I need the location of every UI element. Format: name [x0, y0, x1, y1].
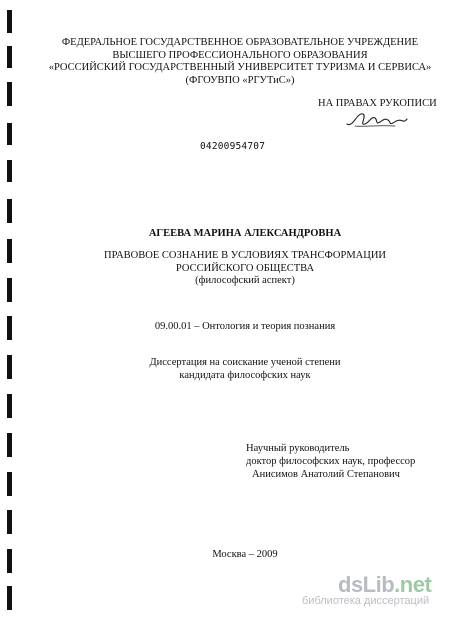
title-line: ПРАВОВОЕ СОЗНАНИЕ В УСЛОВИЯХ ТРАНСФОРМАЦИИ: [104, 250, 386, 261]
binding-mark: [7, 278, 12, 302]
dissertation-title: [60, 250, 430, 288]
title-line: РОССИЙСКОГО ОБЩЕСТВА: [175, 262, 315, 274]
degree-statement: [60, 357, 430, 382]
header-line: «РОССИЙСКИЙ ГОСУДАРСТВЕННЫЙ УНИВЕРСИТЕТ ТУРИЗМА И СЕРВИСА»: [48, 62, 432, 73]
binding-mark: [7, 355, 12, 379]
degree-line: Диссертация на соискание ученой степени: [149, 357, 341, 368]
supervisor-credentials: доктор философских наук, профессор: [246, 456, 416, 467]
binding-mark: [7, 123, 12, 145]
binding-mark: [7, 433, 12, 457]
binding-mark: [7, 586, 12, 610]
degree-line: кандидата философских наук: [179, 369, 311, 381]
binding-mark: [7, 46, 12, 68]
supervisor-role: Научный руководитель: [246, 443, 350, 454]
binding-mark: [7, 160, 12, 182]
binding-mark: [7, 394, 12, 418]
city-year: Москва – 2009: [212, 549, 278, 560]
binding-mark: [7, 472, 12, 496]
title-subtitle: (философский аспект): [195, 275, 295, 286]
scientific-supervisor: [246, 442, 415, 481]
binding-mark: [7, 10, 12, 33]
binding-mark: [7, 549, 12, 573]
supervisor-name: Анисимов Анатолий Степанович: [252, 469, 400, 480]
header-line: ВЫСШЕГО ПРОФЕССИОНАЛЬНОГО ОБРАЗОВАНИЯ: [112, 49, 368, 61]
watermark-logo-part: .net: [394, 572, 432, 597]
handwritten-signature: [345, 106, 409, 130]
header-line: ФЕДЕРАЛЬНОЕ ГОСУДАРСТВЕННОЕ ОБРАЗОВАТЕЛЬНОЕ УЧРЕЖДЕНИЕ: [61, 37, 419, 48]
binding-mark: [7, 316, 12, 340]
binding-mark: [7, 510, 12, 534]
watermark-logo-part: dsLib: [338, 572, 395, 597]
binding-marks: [7, 10, 15, 610]
binding-mark: [7, 199, 12, 223]
institution-header: [40, 37, 440, 87]
document-number: 04200954707: [200, 141, 266, 152]
binding-mark: [7, 82, 12, 106]
binding-mark: [7, 239, 12, 263]
header-line: (ФГОУВПО «РГУТиС»): [185, 74, 295, 86]
specialty-code: 09.00.01 – Онтология и теория познания: [154, 321, 336, 332]
manuscript-rights-note: НА ПРАВАХ РУКОПИСИ: [318, 98, 437, 109]
watermark-caption: библиотека диссертаций: [302, 595, 430, 607]
author-name: АГЕЕВА МАРИНА АЛЕКСАНДРОВНА: [148, 228, 342, 239]
